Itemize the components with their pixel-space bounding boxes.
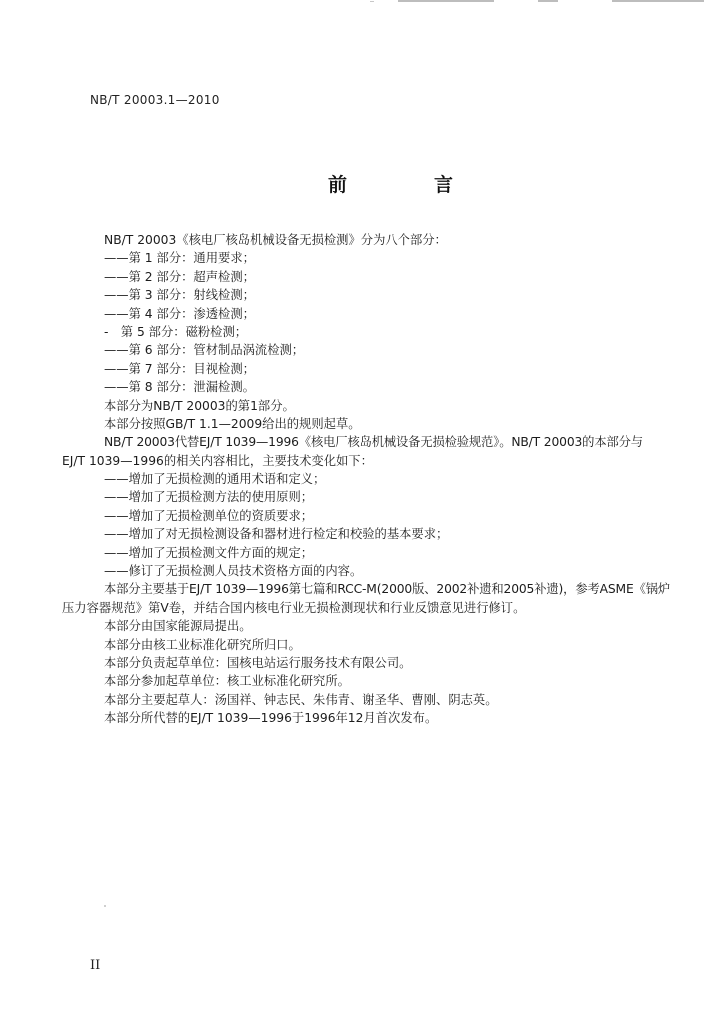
list-item: ——第 3 部分：射线检测； — [104, 288, 255, 303]
paragraph-line: NB/T 20003代替EJ/T 1039—1996《核电厂核岛机械设备无损检验规范》。NB/T 20003的本部分与 — [104, 435, 643, 450]
paragraph-line: 本部分参加起草单位：核工业标准化研究所。 — [104, 674, 350, 689]
list-item: ——第 8 部分：泄漏检测。 — [104, 380, 255, 395]
list-item: ——第 6 部分：管材制品涡流检测； — [104, 343, 305, 358]
list-item: ——第 7 部分：目视检测； — [104, 361, 255, 376]
paragraph-line: NB/T 20003《核电厂核岛机械设备无损检测》分为八个部分： — [104, 233, 447, 247]
list-item: ——增加了无损检测的通用术语和定义； — [104, 472, 326, 487]
paragraph-line: 本部分主要起草人：汤国祥、钟志民、朱伟青、谢圣华、曹刚、阴志英。 — [104, 692, 498, 707]
scan-artifact — [398, 0, 494, 2]
paragraph-line: 本部分为NB/T 20003的第1部分。 — [104, 398, 295, 413]
list-item: ——增加了无损检测方法的使用原则； — [104, 490, 314, 505]
page-title: 前 言 — [328, 174, 488, 196]
paragraph-line: EJ/T 1039—1996的相关内容相比，主要技术变化如下： — [62, 453, 373, 468]
paragraph-line: 本部分由国家能源局提出。 — [104, 619, 252, 634]
paragraph-line: 本部分所代替的EJ/T 1039—1996于1996年12月首次发布。 — [104, 711, 438, 726]
page-number: II — [90, 958, 101, 973]
paragraph-line: 本部分按照GB/T 1.1—2009给出的规则起草。 — [104, 416, 361, 431]
list-item: ——增加了对无损检测设备和器材进行检定和校验的基本要求； — [104, 527, 449, 542]
scan-artifact — [612, 0, 704, 2]
scan-artifact — [538, 0, 558, 2]
paragraph-line: 本部分负责起草单位：国核电站运行服务技术有限公司。 — [104, 655, 412, 670]
paragraph-line: 本部分由核工业标准化研究所归口。 — [104, 637, 301, 652]
list-item: ——增加了无损检测单位的资质要求； — [104, 508, 314, 523]
list-item: ——修订了无损检测人员技术资格方面的内容。 — [104, 564, 363, 579]
paragraph-line: 压力容器规范》第Ⅴ卷，并结合国内核电行业无损检测现状和行业反馈意见进行修订。 — [62, 600, 526, 615]
list-item: - 第 5 部分：磁粉检测； — [104, 324, 248, 339]
list-item: ——第 2 部分：超声检测； — [104, 269, 255, 284]
list-item: ——第 1 部分：通用要求； — [104, 251, 255, 266]
list-item: ——增加了无损检测文件方面的规定； — [104, 545, 314, 560]
standard-code: NB/T 20003.1—2010 — [90, 93, 220, 107]
scan-artifact — [104, 905, 106, 907]
foreword-body — [62, 231, 671, 728]
scan-artifact — [370, 1, 374, 2]
paragraph-line: 本部分主要基于EJ/T 1039—1996第七篇和RCC-M(2000版、2002补遗和2005补遗)，参考ASME《锅炉 — [104, 582, 671, 597]
list-item: ——第 4 部分：渗透检测； — [104, 306, 255, 321]
